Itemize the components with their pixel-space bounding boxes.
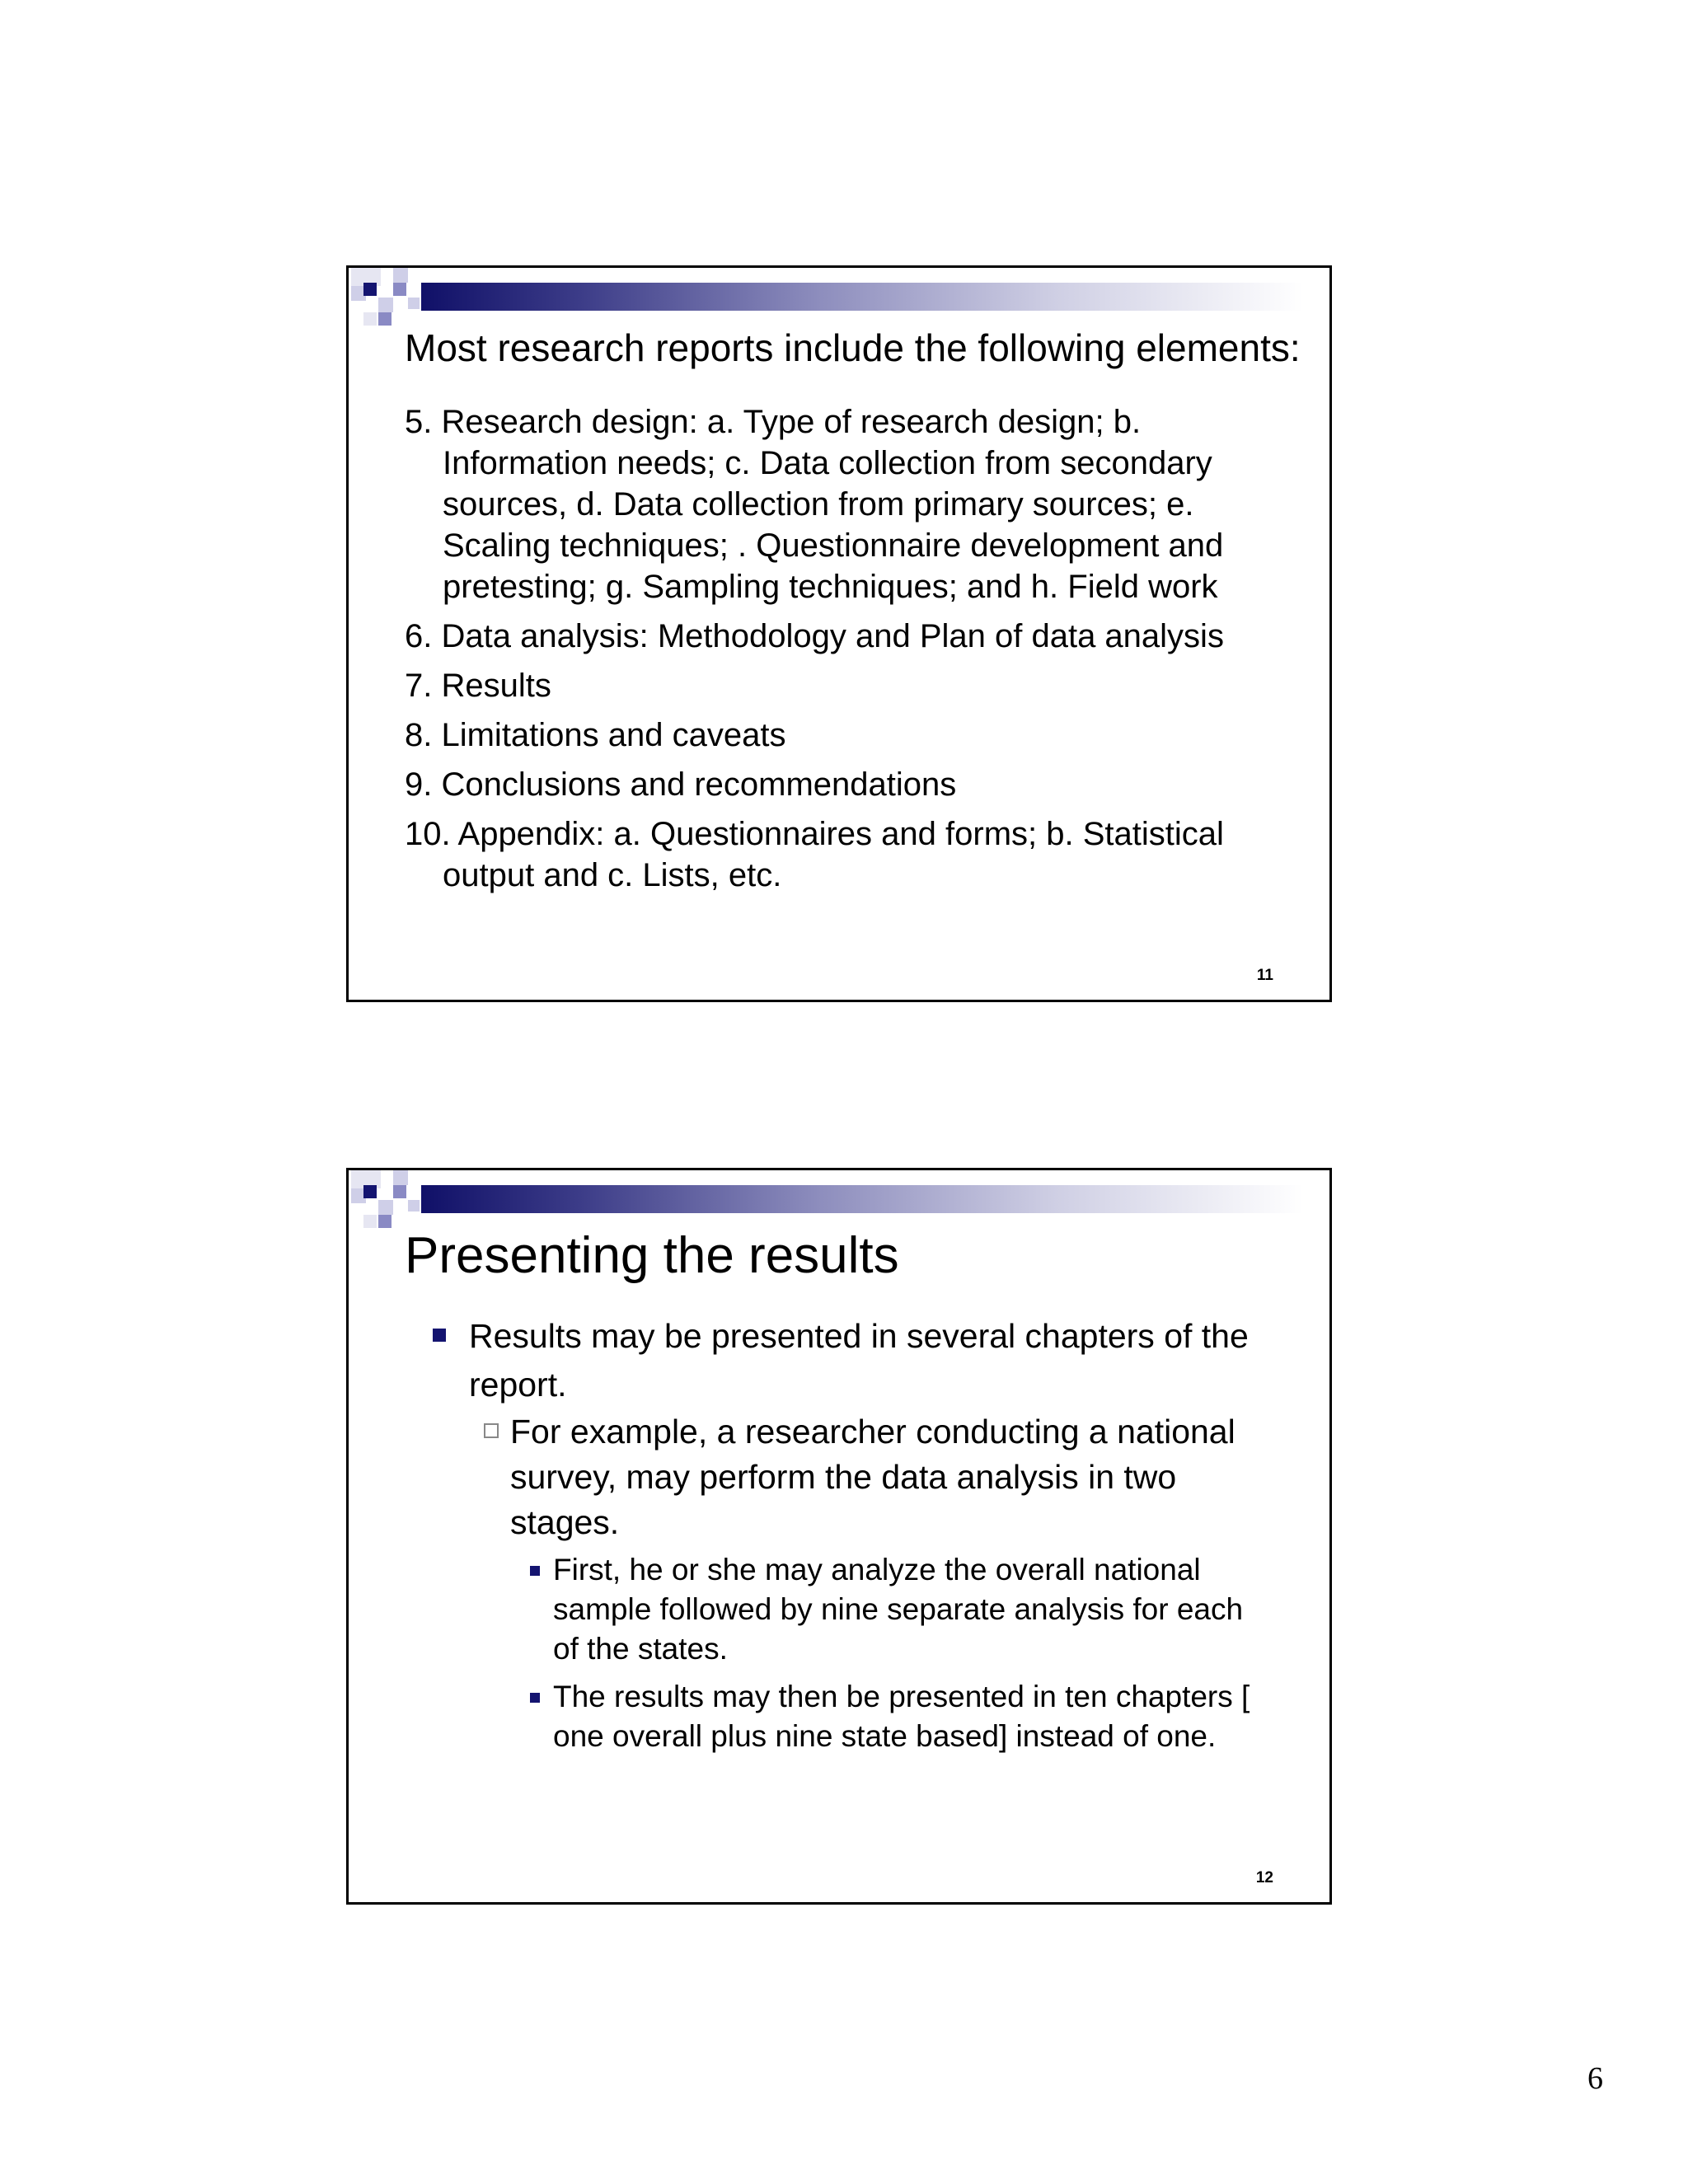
square-bullet-icon <box>530 1566 540 1576</box>
bullet-text: Results may be presented in several chapters of the report. <box>469 1317 1249 1404</box>
list-item <box>431 1312 1255 1756</box>
deco-square <box>378 298 393 312</box>
bullet-list <box>431 1312 1255 1765</box>
deco-square <box>408 1200 420 1212</box>
slide-number: 11 <box>1256 967 1273 984</box>
deco-square <box>393 283 406 296</box>
slide-11 <box>346 265 1332 1002</box>
sub-sub-bullet-text: First, he or she may analyze the overall national sample followed by nine separate analysis for each of the states. <box>553 1553 1244 1666</box>
page-number: 6 <box>1587 2061 1603 2096</box>
list-item: 6. Data analysis: Methodology and Plan of data analysis <box>405 618 1224 654</box>
deco-square <box>393 1185 406 1198</box>
list-item: 10. Appendix: a. Questionnaires and forms; b. Statistical output and c. Lists, etc. <box>405 816 1224 893</box>
deco-square <box>378 1200 393 1215</box>
slide-title: Most research reports include the following elements: <box>405 326 1301 369</box>
square-bullet-icon <box>433 1329 446 1342</box>
deco-square <box>378 312 392 326</box>
deco-square <box>363 1215 377 1228</box>
hollow-square-bullet-icon <box>484 1423 499 1438</box>
deco-square <box>393 268 408 283</box>
list-item: 7. Results <box>405 668 551 704</box>
list-item: 5. Research design: a. Type of research design; b. Information needs; c. Data collection from secondary sources, d. Data collection from primary sources; e. Scaling techniques; . Questionnaire development and pretesting; g. Sampling techniques; and h. Field work <box>405 404 1224 605</box>
gradient-bar <box>421 1185 1303 1213</box>
list-item: 9. Conclusions and recommendations <box>405 766 957 803</box>
deco-square <box>363 312 377 326</box>
gradient-bar <box>421 283 1303 311</box>
slide-12 <box>346 1168 1332 1905</box>
slide-title: Presenting the results <box>405 1227 899 1284</box>
deco-square <box>393 1170 408 1185</box>
list-item <box>528 1677 1255 1756</box>
sub-bullet-text: For example, a researcher conducting a national survey, may perform the data analysis in two stages. <box>510 1413 1236 1541</box>
square-bullet-icon <box>530 1693 540 1703</box>
sub-bullet-list <box>484 1409 1255 1756</box>
list-item <box>484 1409 1255 1756</box>
deco-square <box>363 1185 377 1198</box>
sub-sub-bullet-list <box>528 1550 1255 1756</box>
list-item: 8. Limitations and caveats <box>405 717 786 753</box>
deco-square <box>363 283 377 296</box>
list-item <box>528 1550 1255 1669</box>
sub-sub-bullet-text: The results may then be presented in ten chapters [ one overall plus nine state based] instead of one. <box>553 1680 1250 1753</box>
report-elements-list <box>405 401 1287 904</box>
slide-header-decoration <box>349 268 1329 334</box>
deco-square <box>408 298 420 309</box>
slide-number: 12 <box>1255 1869 1273 1886</box>
deco-square <box>378 1215 392 1228</box>
